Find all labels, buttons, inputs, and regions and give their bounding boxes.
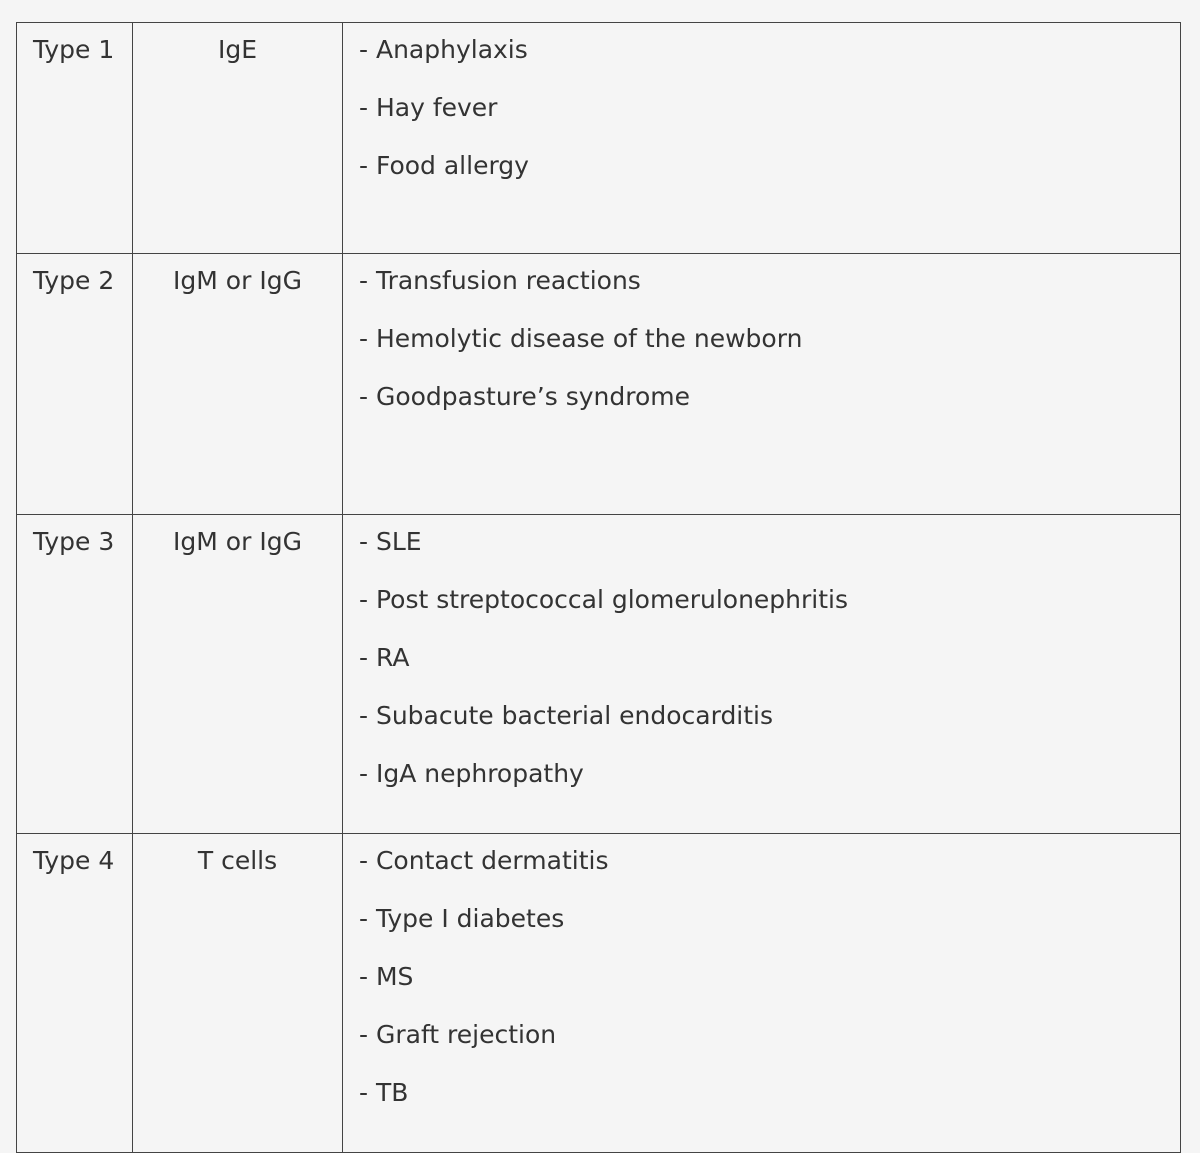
examples-cell bbox=[343, 515, 1181, 834]
example-item: - Hay fever bbox=[359, 93, 498, 122]
type-cell: Type 3 bbox=[17, 515, 133, 834]
mediator-cell: IgE bbox=[133, 23, 343, 254]
type-cell: Type 2 bbox=[17, 254, 133, 515]
example-item: - Food allergy bbox=[359, 151, 529, 180]
examples-cell bbox=[343, 254, 1181, 515]
example-item: - Post streptococcal glomerulonephritis bbox=[359, 585, 849, 614]
examples-cell bbox=[343, 834, 1181, 1153]
type-cell: Type 1 bbox=[17, 23, 133, 254]
table-row bbox=[17, 254, 1181, 515]
mediator-cell: IgM or IgG bbox=[133, 254, 343, 515]
example-item: - IgA nephropathy bbox=[359, 759, 584, 788]
table-row bbox=[17, 23, 1181, 254]
example-item: - Contact dermatitis bbox=[359, 846, 609, 875]
example-item: - Hemolytic disease of the newborn bbox=[359, 324, 803, 353]
mediator-cell: IgM or IgG bbox=[133, 515, 343, 834]
hypersensitivity-table-container bbox=[16, 22, 1180, 1153]
examples-cell bbox=[343, 23, 1181, 254]
example-item: - SLE bbox=[359, 527, 422, 556]
table-row bbox=[17, 834, 1181, 1153]
example-item: - TB bbox=[359, 1078, 409, 1107]
example-item: - MS bbox=[359, 962, 414, 991]
example-item: - Subacute bacterial endocarditis bbox=[359, 701, 774, 730]
example-item: - Goodpasture’s syndrome bbox=[359, 382, 690, 411]
table-row bbox=[17, 515, 1181, 834]
example-item: - Graft rejection bbox=[359, 1020, 557, 1049]
hypersensitivity-table bbox=[16, 22, 1181, 1153]
example-item: - RA bbox=[359, 643, 410, 672]
mediator-cell: T cells bbox=[133, 834, 343, 1153]
example-item: - Anaphylaxis bbox=[359, 35, 528, 64]
example-item: - Transfusion reactions bbox=[359, 266, 641, 295]
type-cell: Type 4 bbox=[17, 834, 133, 1153]
example-item: - Type I diabetes bbox=[359, 904, 565, 933]
